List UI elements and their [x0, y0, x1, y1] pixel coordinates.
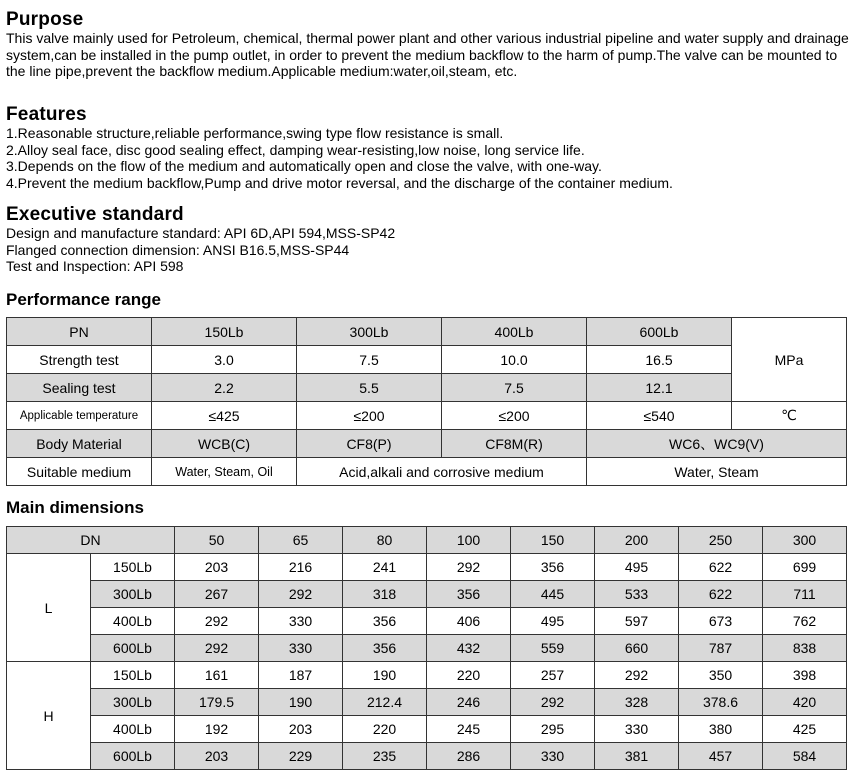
dimension-value: 711: [763, 581, 847, 608]
dn-value: 150: [511, 527, 595, 554]
sealing-value: 2.2: [152, 374, 297, 402]
strength-value: 3.0: [152, 346, 297, 374]
dimension-value: 699: [763, 554, 847, 581]
dimension-value: 216: [259, 554, 343, 581]
dn-row: [7, 527, 847, 554]
sealing-row: [7, 374, 847, 402]
dimension-class: 300Lb: [91, 689, 175, 716]
temp-value: ≤425: [152, 402, 297, 430]
dimension-value: 381: [595, 743, 679, 770]
dimension-value: 533: [595, 581, 679, 608]
performance-table: [6, 317, 847, 486]
dimension-value: 220: [343, 716, 427, 743]
pn-class: 300Lb: [297, 318, 442, 346]
dimension-value: 292: [175, 635, 259, 662]
dimension-class: 300Lb: [91, 581, 175, 608]
temp-value: ≤200: [297, 402, 442, 430]
dimension-value: 328: [595, 689, 679, 716]
dimension-value: 378.6: [679, 689, 763, 716]
dimension-value: 597: [595, 608, 679, 635]
standard-item: Flanged connection dimension: ANSI B16.5,MSS-SP44: [6, 241, 350, 258]
feature-item: 1.Reasonable structure,reliable performance,swing type flow resistance is small.: [6, 125, 504, 141]
dimension-value: 660: [595, 635, 679, 662]
dimension-value: 762: [763, 608, 847, 635]
pn-row: [7, 318, 847, 346]
dimension-value: 356: [511, 554, 595, 581]
dimension-class: 400Lb: [91, 608, 175, 635]
unit-mpa: MPa: [732, 318, 847, 402]
dimension-value: 246: [427, 689, 511, 716]
dimension-value: 425: [763, 716, 847, 743]
medium-label: Suitable medium: [7, 458, 152, 486]
dimension-group-label: H: [7, 662, 91, 770]
material-row: [7, 430, 847, 458]
material-label: Body Material: [7, 430, 152, 458]
executive-heading: Executive standard: [6, 204, 184, 225]
dimension-class: 150Lb: [91, 554, 175, 581]
dimension-value: 398: [763, 662, 847, 689]
sealing-value: 7.5: [442, 374, 587, 402]
dimension-value: 318: [343, 581, 427, 608]
dimension-value: 292: [427, 554, 511, 581]
temp-row: [7, 402, 847, 430]
dimension-class: 600Lb: [91, 743, 175, 770]
dimension-value: 267: [175, 581, 259, 608]
dimension-value: 245: [427, 716, 511, 743]
dimension-value: 420: [763, 689, 847, 716]
material-value: WCB(C): [152, 430, 297, 458]
dimension-value: 432: [427, 635, 511, 662]
material-value: CF8M(R): [442, 430, 587, 458]
medium-value: Acid,alkali and corrosive medium: [297, 458, 587, 486]
dimension-value: 330: [511, 743, 595, 770]
standard-item: Design and manufacture standard: API 6D,API 594,MSS-SP42: [6, 225, 396, 241]
temp-label: Applicable temperature: [7, 402, 152, 430]
dimension-row: [7, 608, 847, 635]
material-value: CF8(P): [297, 430, 442, 458]
features-heading: Features: [6, 104, 87, 125]
dimension-value: 330: [595, 716, 679, 743]
dimension-value: 838: [763, 635, 847, 662]
dimension-row: [7, 554, 847, 581]
dimension-value: 229: [259, 743, 343, 770]
dimension-row: [7, 716, 847, 743]
dn-value: 50: [175, 527, 259, 554]
dimension-value: 380: [679, 716, 763, 743]
dimension-value: 330: [259, 635, 343, 662]
dimension-value: 559: [511, 635, 595, 662]
purpose-text: This valve mainly used for Petroleum, chemical, thermal power plant and other various industrial pipeline and water supply and drainage system,can be installed in the pump outlet, in order to prevent the medium backflow to the harm of pump.The valve can be mounted to the line pipe,prevent the backflow medium.Applicable medium:water,oil,steam, etc.: [6, 30, 849, 79]
dimension-value: 356: [343, 608, 427, 635]
strength-label: Strength test: [7, 346, 152, 374]
dimension-value: 622: [679, 554, 763, 581]
features-section: [6, 105, 673, 191]
standard-item: Test and Inspection: API 598: [6, 258, 184, 274]
dimension-value: 235: [343, 743, 427, 770]
dimension-value: 350: [679, 662, 763, 689]
dimension-value: 212.4: [343, 689, 427, 716]
sealing-value: 5.5: [297, 374, 442, 402]
dimension-value: 203: [175, 554, 259, 581]
dimension-value: 584: [763, 743, 847, 770]
strength-value: 16.5: [587, 346, 732, 374]
dimension-value: 445: [511, 581, 595, 608]
dimension-row: [7, 743, 847, 770]
pn-class: 400Lb: [442, 318, 587, 346]
medium-value: Water, Steam, Oil: [152, 458, 297, 486]
dimension-class: 400Lb: [91, 716, 175, 743]
dimension-value: 161: [175, 662, 259, 689]
dimension-value: 190: [259, 689, 343, 716]
dimension-value: 220: [427, 662, 511, 689]
purpose-section: [6, 10, 851, 80]
dimension-value: 406: [427, 608, 511, 635]
dimension-value: 292: [595, 662, 679, 689]
temp-value: ≤540: [587, 402, 732, 430]
dimension-value: 495: [511, 608, 595, 635]
dimension-value: 203: [175, 743, 259, 770]
strength-value: 7.5: [297, 346, 442, 374]
dimensions-table: [6, 526, 847, 770]
dn-value: 100: [427, 527, 511, 554]
dn-value: 80: [343, 527, 427, 554]
dimension-value: 179.5: [175, 689, 259, 716]
temp-value: ≤200: [442, 402, 587, 430]
sealing-value: 12.1: [587, 374, 732, 402]
dimension-value: 190: [343, 662, 427, 689]
dn-label: DN: [7, 527, 175, 554]
dimension-value: 787: [679, 635, 763, 662]
dimension-value: 192: [175, 716, 259, 743]
dimension-value: 622: [679, 581, 763, 608]
purpose-heading: Purpose: [6, 9, 84, 30]
dimension-value: 292: [511, 689, 595, 716]
dimension-class: 150Lb: [91, 662, 175, 689]
dn-value: 300: [763, 527, 847, 554]
medium-value: Water, Steam: [587, 458, 847, 486]
material-value: WC6、WC9(V): [587, 430, 847, 458]
dimension-value: 292: [175, 608, 259, 635]
dimension-value: 330: [259, 608, 343, 635]
dimension-value: 286: [427, 743, 511, 770]
feature-item: 3.Depends on the flow of the medium and automatically open and close the valve, with one-way.: [6, 158, 602, 174]
pn-class: 600Lb: [587, 318, 732, 346]
dn-value: 65: [259, 527, 343, 554]
dimension-row: [7, 635, 847, 662]
dimension-value: 495: [595, 554, 679, 581]
pn-label: PN: [7, 318, 152, 346]
unit-celsius: ℃: [732, 402, 847, 430]
sealing-label: Sealing test: [7, 374, 152, 402]
feature-item: 2.Alloy seal face, disc good sealing effect, damping wear-resisting,low noise, long service life.: [6, 141, 585, 158]
dimension-value: 356: [427, 581, 511, 608]
dimension-row: [7, 689, 847, 716]
dimensions-heading: Main dimensions: [6, 498, 144, 517]
pn-class: 150Lb: [152, 318, 297, 346]
dimension-value: 356: [343, 635, 427, 662]
dimension-row: [7, 662, 847, 689]
dimension-row: [7, 581, 847, 608]
dimension-value: 241: [343, 554, 427, 581]
dimension-value: 203: [259, 716, 343, 743]
strength-value: 10.0: [442, 346, 587, 374]
dn-value: 200: [595, 527, 679, 554]
dimension-value: 257: [511, 662, 595, 689]
dimension-class: 600Lb: [91, 635, 175, 662]
dimension-value: 673: [679, 608, 763, 635]
medium-row: [7, 458, 847, 486]
dimension-value: 457: [679, 743, 763, 770]
feature-item: 4.Prevent the medium backflow,Pump and drive motor reversal, and the discharge of the container medium.: [6, 174, 673, 191]
dimension-group-label: L: [7, 554, 91, 662]
executive-section: [6, 205, 395, 275]
performance-heading: Performance range: [6, 290, 161, 309]
dn-value: 250: [679, 527, 763, 554]
dimension-value: 292: [259, 581, 343, 608]
strength-row: [7, 346, 847, 374]
dimension-value: 187: [259, 662, 343, 689]
dimension-value: 295: [511, 716, 595, 743]
